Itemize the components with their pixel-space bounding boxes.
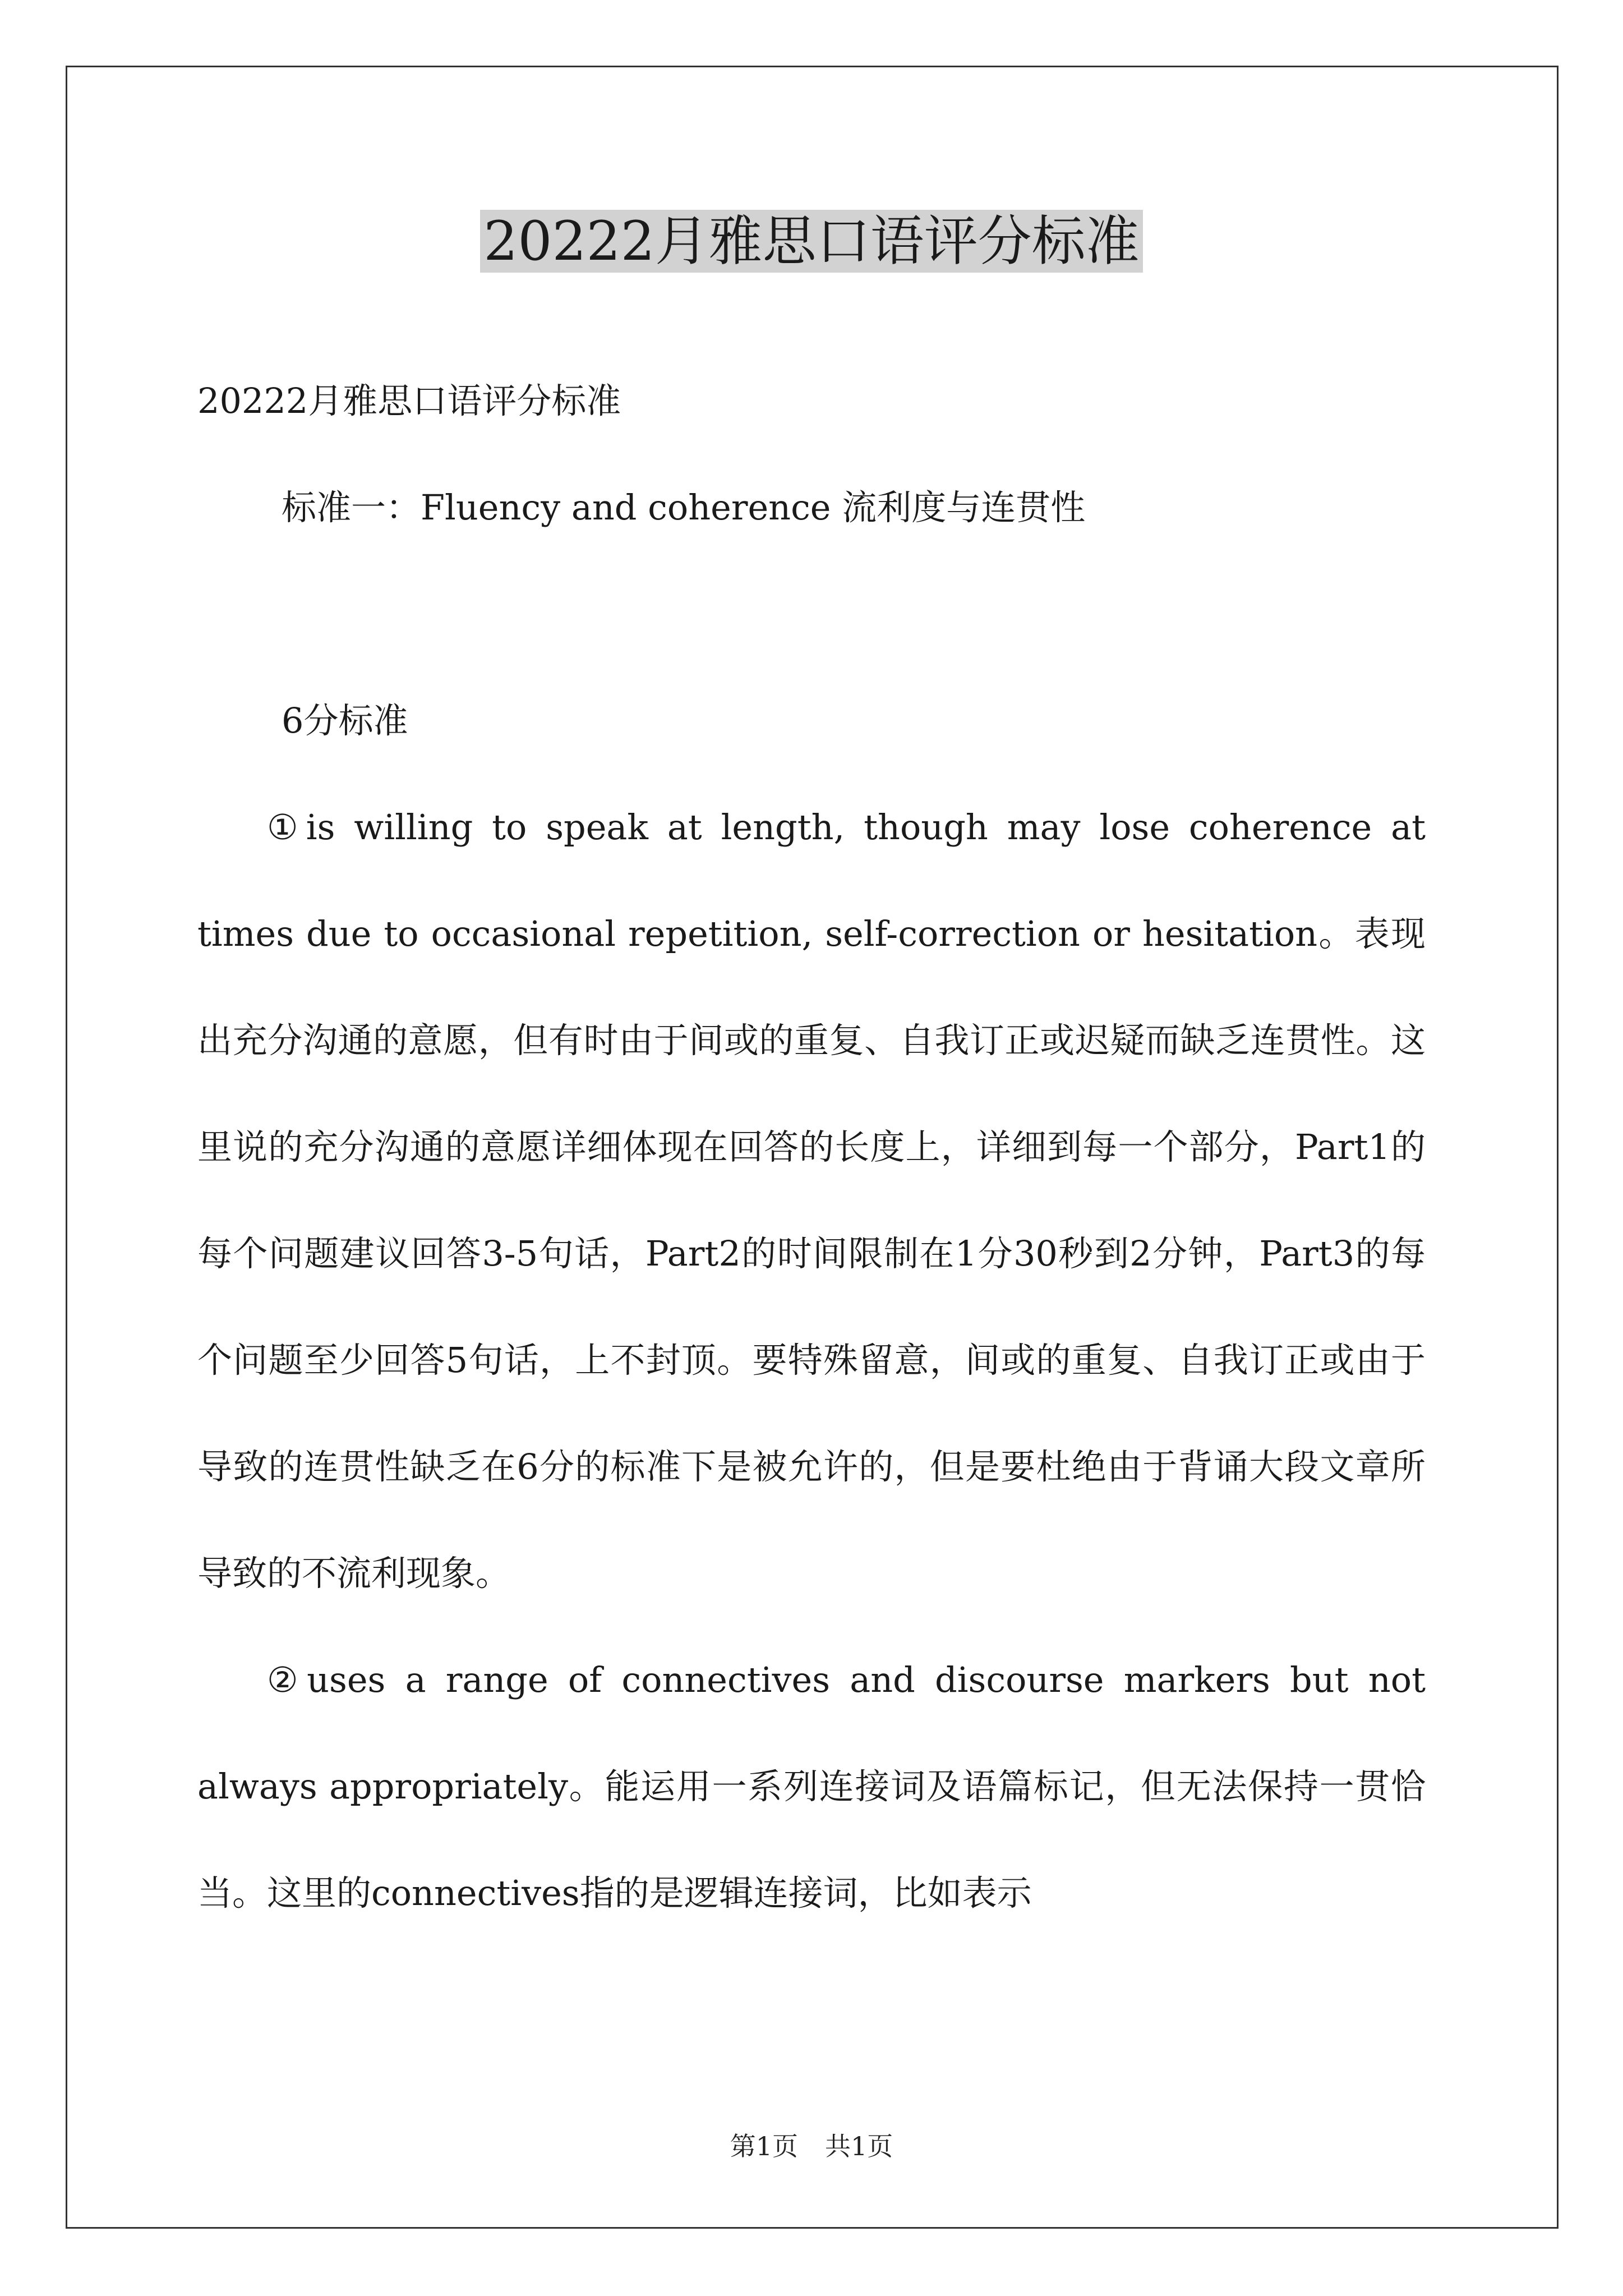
page-number: 第1页 — [730, 2131, 798, 2161]
page-footer — [0, 2126, 1623, 2163]
band-heading: 6分标准 — [282, 700, 408, 741]
page-total: 共1页 — [825, 2131, 893, 2161]
paragraph-item-2: ②uses a range of connectives and discourse markers but not always appropriately。能运用一系列连接词及语篇标记，但无法保持一贯恰当。这里的connectives指的是逻辑连接词，比如表示 — [197, 1659, 1426, 1913]
document-title — [0, 199, 1623, 283]
paragraph-item-1: ①is willing to speak at length, though may lose coherence at times due to occasional repetition, self-correction or hesitation。表现出充分沟通的意愿，但有时由于间或的重复、自我订正或迟疑而缺乏连贯性。这里说的充分沟通的意愿详细体现在回答的长度上，详细到每一个部分，Part1的每个问题建议回答3-5句话，Part2的时间限制在1分30秒到2分钟，Part3的每个问题至少回答5句话，上不封顶。要特殊留意，间或的重复、自我订正或由于导致的连贯性缺乏在6分的标准下是被允许的，但是要杜绝由于背诵大段文章所导致的不流利现象。 — [197, 807, 1426, 1594]
document-title-text: 20222月雅思口语评分标准 — [480, 210, 1142, 273]
criterion-heading: 标准一：Fluency and coherence 流利度与连贯性 — [282, 487, 1086, 528]
document-subtitle: 20222月雅思口语评分标准 — [197, 380, 621, 421]
document-body — [197, 348, 1426, 1947]
blank-line — [197, 561, 1426, 668]
